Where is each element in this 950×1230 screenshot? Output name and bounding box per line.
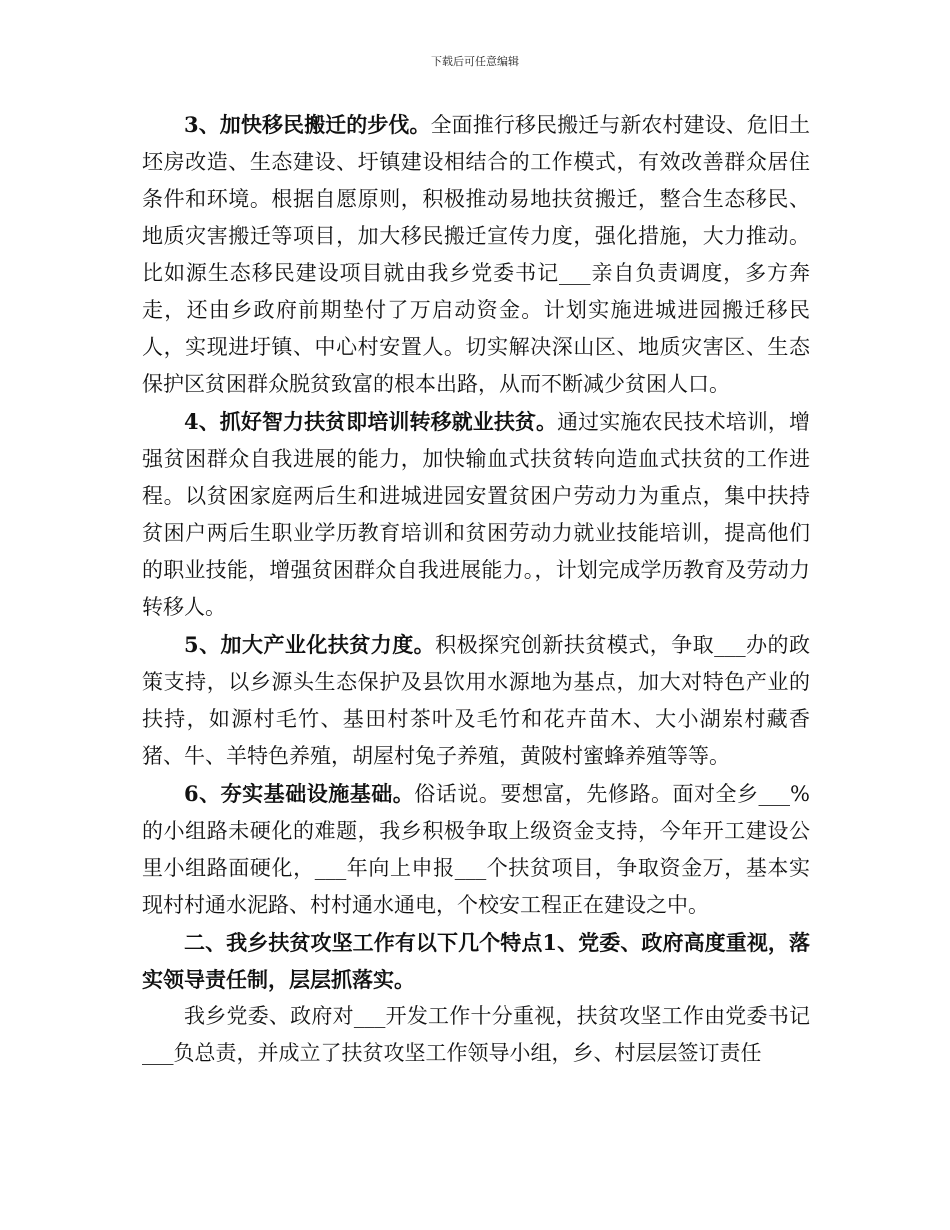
section-heading: 二、我乡扶贫攻坚工作有以下几个特点1、党委、政府高度重视，落实领导责任制，层层抓落实。 [142,930,810,992]
paragraph-heading: 5、加大产业化扶贫力度。 [184,632,436,657]
paragraph-text: 全面推行移民搬迁与新农村建设、危旧土坯房改造、生态建设、圩镇建设相结合的工作模式，有效改善群众居住条件和环境。根据自愿原则，积极推动易地扶贫搬迁，整合生态移民、地质灾害搬迁等项目，加大移民搬迁宣传力度，强化措施，大力推动。比如源生态移民建设项目就由我乡党委书记___亲自负责调度，多方奔走，还由乡政府前期垫付了万启动资金。计划实施进城进园搬迁移民人，实现进圩镇、中心村安置人。切实解决深山区、地质灾害区、生态保护区贫困群众脱贫致富的根本出路，从而不断减少贫困人口。 [142,113,810,396]
paragraph-5 [142,626,810,775]
paragraph-text: 积极探究创新扶贫模式，争取___办的政策支持，以乡源头生态保护及县饮用水源地为基点，加大对特色产业的扶持，如源村毛竹、基田村茶叶及毛竹和花卉苗木、大小湖岽村藏香猪、牛、羊特色养殖，胡屋村兔子养殖，黄陂村蜜蜂养殖等等。 [142,633,810,768]
paragraph-heading: 3、加快移民搬迁的步伐。 [184,112,431,137]
paragraph-4 [142,403,810,626]
paragraph-heading: 6、夯实基础设施基础。 [184,781,415,806]
final-paragraph: 我乡党委、政府对___开发工作十分重视，扶贫攻坚工作由党委书记___负总责，并成立了扶贫攻坚工作领导小组，乡、村层层签订责任 [142,1004,810,1065]
paragraph-heading: 4、抓好智力扶贫即培训转移就业扶贫。 [184,409,558,434]
page-header: 下载后可任意编辑 [431,55,519,68]
paragraph-6 [142,775,810,924]
paragraph-3 [142,106,810,403]
paragraph-text: 通过实施农民技术培训，增强贫困群众自我进展的能力，加快输血式扶贫转向造血式扶贫的工作进程。以贫困家庭两后生和进城进园安置贫困户劳动力为重点，集中扶持贫困户两后生职业学历教育培训和贫困劳动力就业技能培训，提高他们的职业技能，增强贫困群众自我进展能力。，计划完成学历教育及劳动力转移人。 [142,410,810,619]
paragraph-text: 俗话说。要想富，先修路。面对全乡___%的小组路未硬化的难题，我乡积极争取上级资金支持，今年开工建设公里小组路面硬化，___年向上申报___个扶贫项目，争取资金万，基本实现村村通水泥路、村村通水通电，个校安工程正在建设之中。 [142,782,810,917]
document-body [142,106,810,1072]
